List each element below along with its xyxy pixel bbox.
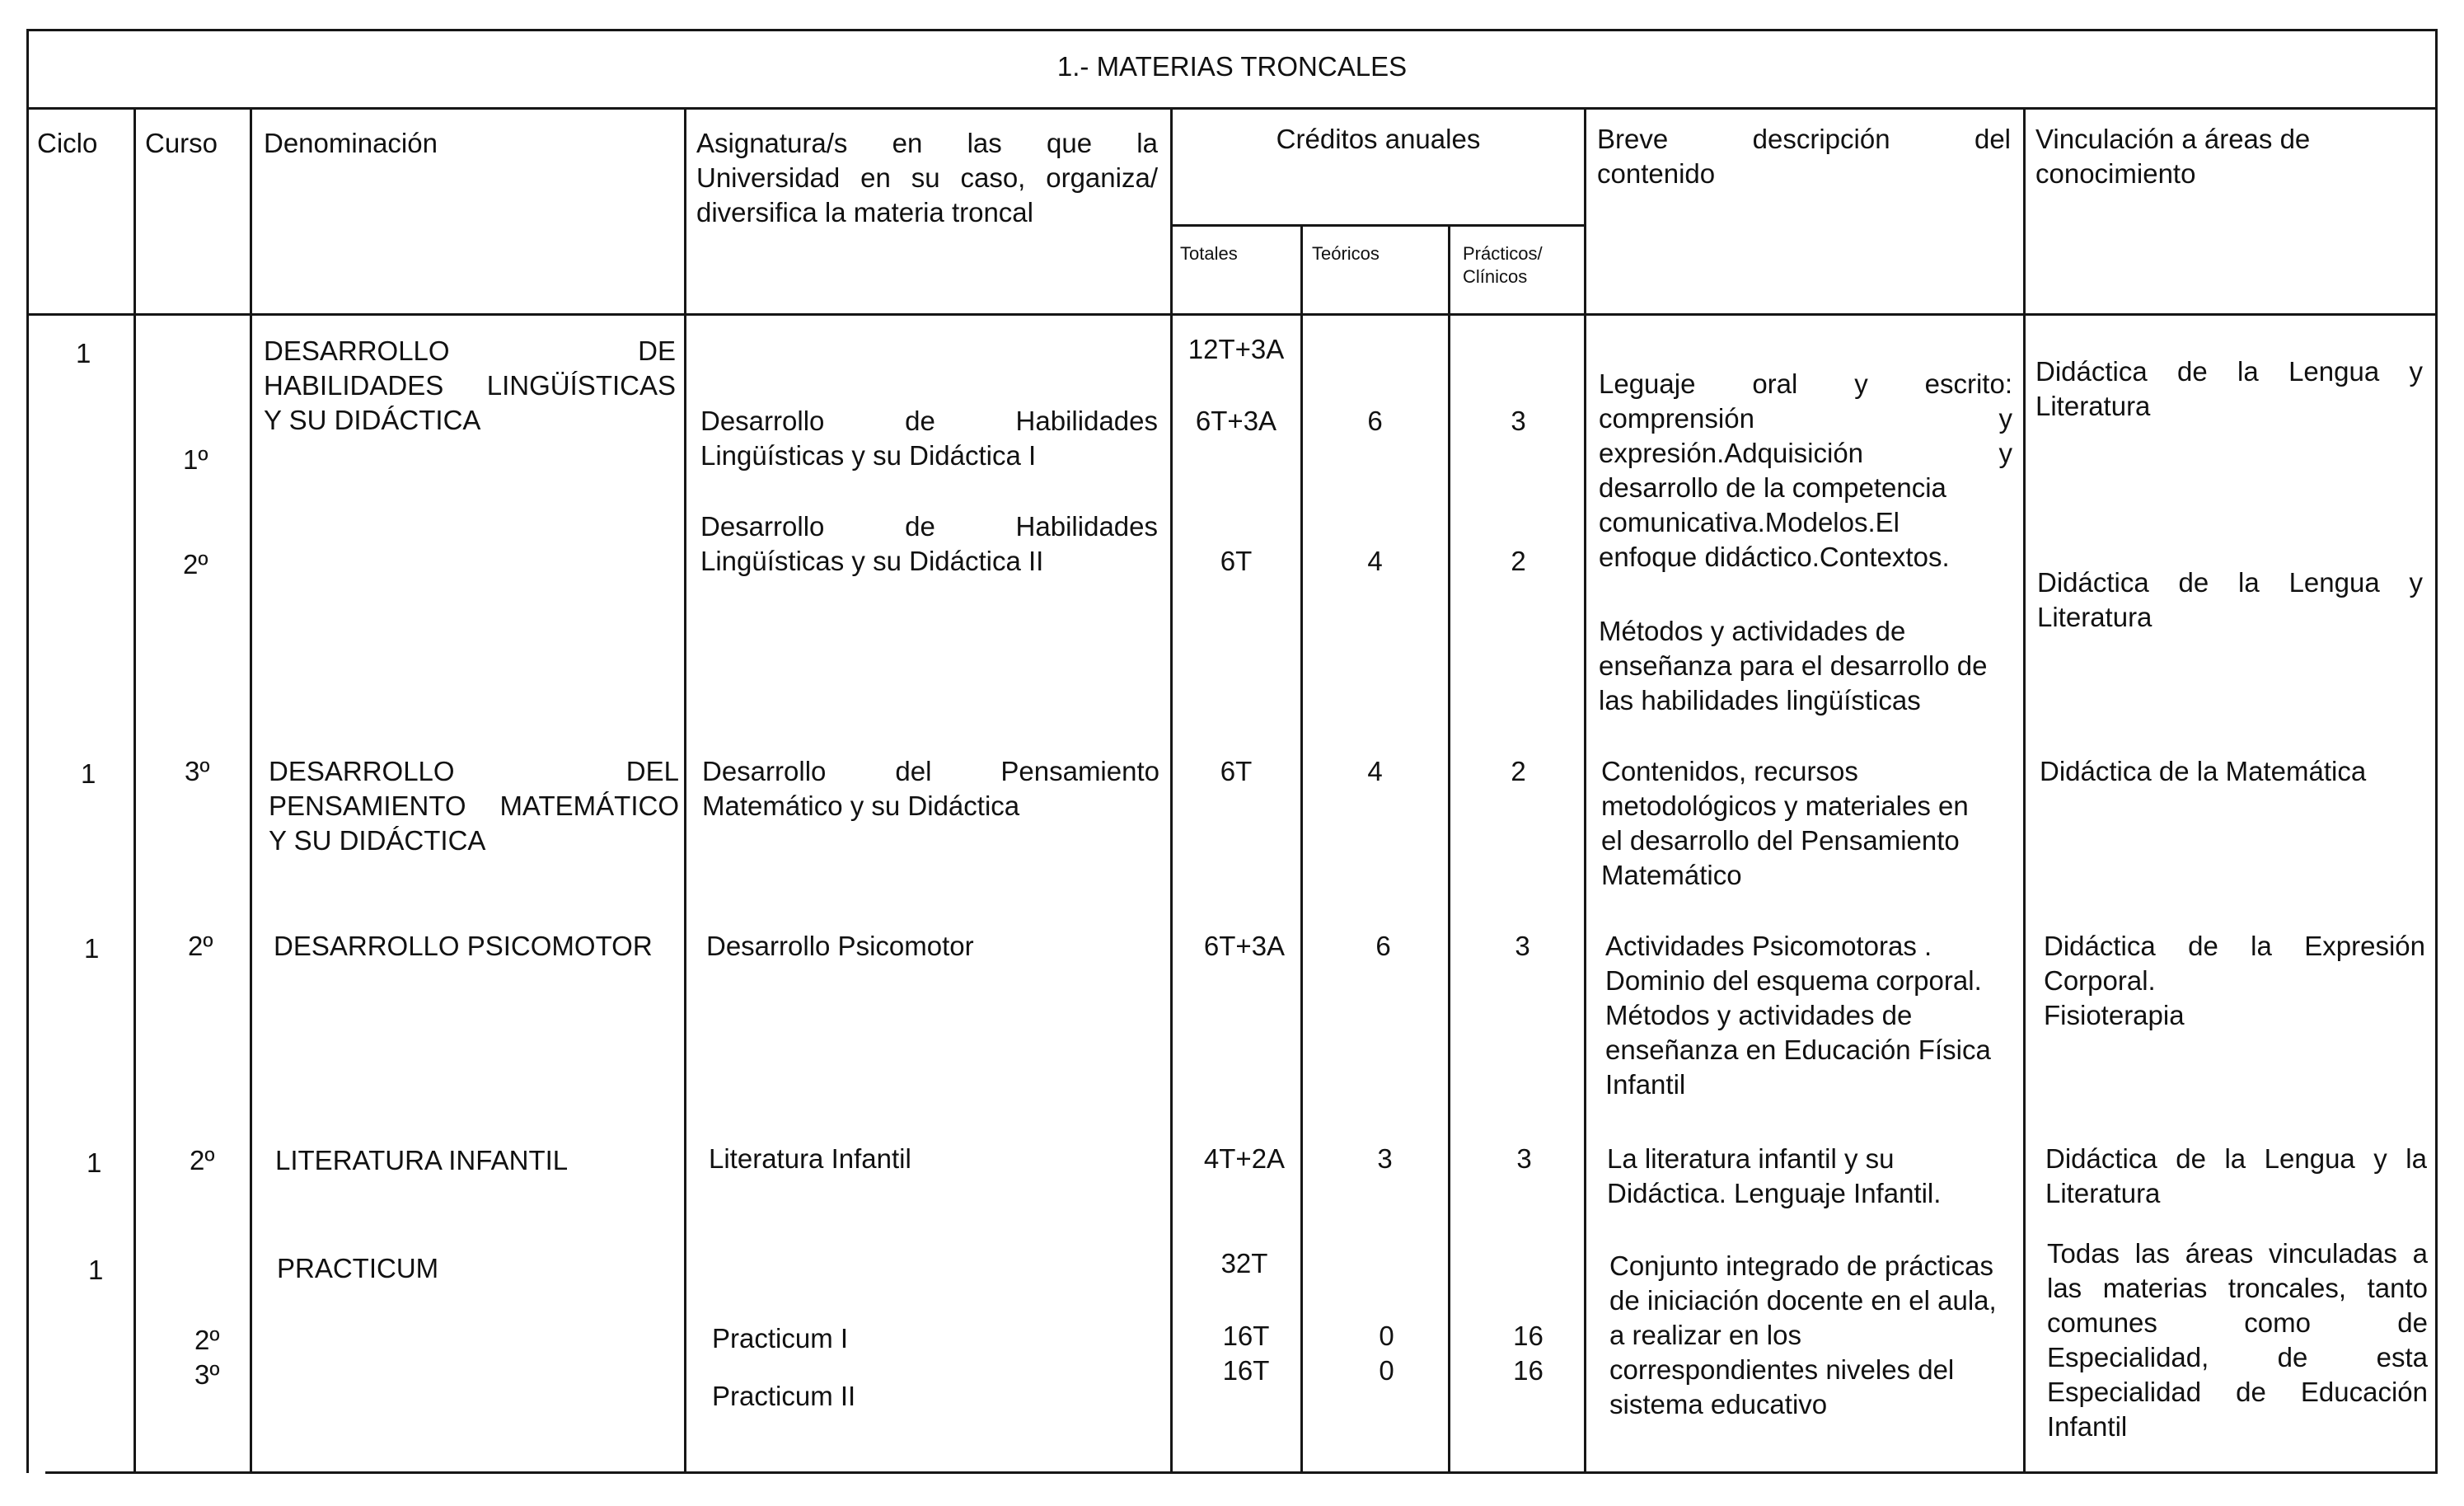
row3-descripcion-line: enseñanza en Educación Física xyxy=(1605,1034,1991,1065)
row1-descripcion-line: las habilidades lingüísticas xyxy=(1599,685,1921,715)
row3-asignatura: Desarrollo Psicomotor xyxy=(706,931,974,961)
row5-vinculacion xyxy=(2047,1236,2428,1444)
header-vinculacion-line: Vinculación a áreas de xyxy=(2035,124,2311,154)
row1-descripcion-line: expresión.Adquisición y xyxy=(1599,438,2012,468)
row1-descripcion-line: comunicativa.Modelos.El xyxy=(1599,507,1900,537)
row1a-practicos: 3 xyxy=(1511,406,1526,436)
rule-creditos-descripcion xyxy=(1584,107,1586,1473)
row5a-practicos: 16 xyxy=(1513,1321,1544,1351)
row2-asignatura-line: Matemático y su Didáctica xyxy=(702,791,1020,821)
header-descripcion xyxy=(1597,122,2011,191)
rule-descripcion-vinculacion xyxy=(2023,107,2026,1473)
rule-left xyxy=(26,29,29,1473)
row5-descripcion-line: de iniciación docente en el aula, xyxy=(1609,1285,1997,1316)
header-asignatura-line: Universidad en su caso, organiza/ xyxy=(696,162,1158,193)
row3-descripcion-line: Actividades Psicomotoras . xyxy=(1605,931,1932,961)
row2-descripcion-line: metodológicos y materiales en xyxy=(1601,791,1969,821)
header-vinculacion-line: conocimiento xyxy=(2035,158,2196,189)
header-asignatura-line: diversifica la materia troncal xyxy=(696,197,1033,228)
row2-teoricos: 4 xyxy=(1367,756,1383,786)
row5-vinculacion-line: Especialidad, de esta xyxy=(2047,1342,2428,1372)
row5-descripcion-line: a realizar en los xyxy=(1609,1320,1801,1350)
row1b-practicos: 2 xyxy=(1511,546,1526,576)
header-denominacion: Denominación xyxy=(264,128,438,158)
row4-ciclo: 1 xyxy=(87,1147,102,1178)
row3-totales: 6T+3A xyxy=(1203,931,1286,961)
rule-denominacion-asignatura xyxy=(684,107,686,1473)
row5b-curso: 3º xyxy=(194,1359,220,1390)
row3-denominacion: DESARROLLO PSICOMOTOR xyxy=(274,931,653,961)
row5-ciclo: 1 xyxy=(88,1255,104,1285)
header-practicos xyxy=(1463,242,1543,289)
row1b-asignatura xyxy=(700,509,1158,579)
header-totales: Totales xyxy=(1180,243,1238,264)
row5-vinculacion-line: Todas las áreas vinculadas a xyxy=(2047,1238,2428,1269)
row1-descripcion xyxy=(1599,367,2012,575)
row5b-totales: 16T xyxy=(1222,1355,1270,1386)
row4-descripcion xyxy=(1607,1142,1941,1211)
row4-practicos: 3 xyxy=(1516,1143,1532,1174)
row4-vinculacion xyxy=(2045,1142,2427,1211)
row1-descripcion-line: enseñanza para el desarrollo de xyxy=(1599,650,1988,681)
row3-vinculacion-line: Fisioterapia xyxy=(2044,1000,2185,1030)
row3-vinculacion-line: Didáctica de la Expresión xyxy=(2044,931,2425,961)
row5-vinculacion-line: comunes como de xyxy=(2047,1307,2428,1338)
row2-totales: 6T xyxy=(1220,756,1253,786)
row2-denominacion-line: Y SU DIDÁCTICA xyxy=(269,825,486,856)
row1b-teoricos: 4 xyxy=(1367,546,1383,576)
row1b-vinculacion xyxy=(2037,565,2423,635)
row4-totales: 4T+2A xyxy=(1203,1143,1286,1174)
row2-descripcion xyxy=(1601,754,1969,893)
rule-right xyxy=(2435,29,2438,1473)
header-asignatura-line: Asignatura/s en las que la xyxy=(696,128,1158,158)
row1-descripcion-line: Métodos y actividades de xyxy=(1599,616,1906,646)
row1a-teoricos: 6 xyxy=(1367,406,1383,436)
row1a-totales: 6T+3A xyxy=(1195,406,1277,436)
row1-denominacion-line: HABILIDADES LINGÜÍSTICAS xyxy=(264,370,676,401)
row5b-teoricos: 0 xyxy=(1379,1355,1394,1386)
row5a-teoricos: 0 xyxy=(1379,1321,1394,1351)
row3-ciclo: 1 xyxy=(84,933,100,964)
row2-asignatura xyxy=(702,754,1159,823)
row4-asignatura: Literatura Infantil xyxy=(709,1143,911,1174)
row5-denominacion: PRACTICUM xyxy=(277,1253,439,1283)
row1-denominacion xyxy=(264,334,676,438)
table-title: 1.- MATERIAS TRONCALES xyxy=(1056,51,1408,82)
row5a-curso: 2º xyxy=(194,1325,220,1355)
rule-ciclo-curso xyxy=(134,107,136,1473)
header-ciclo: Ciclo xyxy=(37,128,98,158)
row2-asignatura-line: Desarrollo del Pensamiento xyxy=(702,756,1159,786)
row1b-asignatura-line: Desarrollo de Habilidades xyxy=(700,511,1158,542)
row5-totales: 32T xyxy=(1220,1248,1268,1278)
rule-header-bottom xyxy=(26,313,2438,316)
row2-ciclo: 1 xyxy=(81,758,96,789)
row1a-vinculacion-line: Didáctica de la Lengua y xyxy=(2035,356,2423,387)
row1-descripcion-line: enfoque didáctico.Contextos. xyxy=(1599,542,1950,572)
row1-descripcion-line: desarrollo de la competencia xyxy=(1599,472,1946,503)
row1-descripcion-line: comprensión y xyxy=(1599,403,2012,434)
row1a-vinculacion-line: Literatura xyxy=(2035,391,2151,421)
header-practicos-line: Prácticos/ xyxy=(1463,243,1543,264)
row5-descripcion-line: correspondientes niveles del xyxy=(1609,1354,1955,1385)
row1-denominacion-line: DESARROLLO DE xyxy=(264,335,676,366)
row3-descripcion-line: Dominio del esquema corporal. xyxy=(1605,965,1982,996)
row1b-vinculacion-line: Didáctica de la Lengua y xyxy=(2037,567,2423,598)
row1b-vinculacion-line: Literatura xyxy=(2037,602,2152,632)
row2-practicos: 2 xyxy=(1511,756,1526,786)
row3-teoricos: 6 xyxy=(1375,931,1391,961)
rule-top xyxy=(26,29,2438,31)
rule-asignatura-creditos xyxy=(1170,107,1173,1473)
rule-bottom xyxy=(45,1471,2438,1474)
row4-vinculacion-line: Literatura xyxy=(2045,1178,2161,1208)
row2-denominacion-line: PENSAMIENTO MATEMÁTICO xyxy=(269,791,679,821)
row5-vinculacion-line: las materias troncales, tanto xyxy=(2047,1273,2428,1303)
row1a-asignatura xyxy=(700,404,1158,473)
row2-denominacion xyxy=(269,754,679,858)
row2-denominacion-line: DESARROLLO DEL xyxy=(269,756,679,786)
row3-descripcion xyxy=(1605,929,1991,1102)
rule-creditos-sub xyxy=(1170,224,1586,227)
row5-vinculacion-line: Infantil xyxy=(2047,1411,2128,1442)
row5a-asignatura: Practicum I xyxy=(712,1323,849,1354)
row4-curso: 2º xyxy=(190,1145,215,1175)
row5b-practicos: 16 xyxy=(1513,1355,1544,1386)
row2-descripcion-line: Contenidos, recursos xyxy=(1601,756,1858,786)
row3-practicos: 3 xyxy=(1515,931,1530,961)
row2-vinculacion: Didáctica de la Matemática xyxy=(2040,756,2367,786)
row3-descripcion-line: Infantil xyxy=(1605,1069,1686,1100)
row4-denominacion: LITERATURA INFANTIL xyxy=(275,1145,569,1175)
row4-teoricos: 3 xyxy=(1377,1143,1393,1174)
row5b-asignatura: Practicum II xyxy=(712,1381,856,1411)
header-curso: Curso xyxy=(145,128,218,158)
header-practicos-line: Clínicos xyxy=(1463,266,1528,287)
row1-denominacion-line: Y SU DIDÁCTICA xyxy=(264,405,481,435)
row1-descripcion-metodos xyxy=(1599,614,2012,718)
header-creditos: Créditos anuales xyxy=(1276,124,1481,154)
row3-descripcion-line: Métodos y actividades de xyxy=(1605,1000,1913,1030)
header-descripcion-line: Breve descripción del xyxy=(1597,124,2011,154)
row1b-curso: 2º xyxy=(183,549,208,579)
row1a-vinculacion xyxy=(2035,354,2423,424)
row1b-totales: 6T xyxy=(1220,546,1253,576)
row1-ciclo: 1 xyxy=(76,338,91,368)
row1b-asignatura-line: Lingüísticas y su Didáctica II xyxy=(700,546,1044,576)
row4-descripcion-line: La literatura infantil y su xyxy=(1607,1143,1895,1174)
row2-curso: 3º xyxy=(185,756,210,786)
row2-descripcion-line: el desarrollo del Pensamiento xyxy=(1601,825,1960,856)
row1a-curso: 1º xyxy=(183,444,208,475)
header-teoricos: Teóricos xyxy=(1312,243,1380,264)
rule-title-bottom xyxy=(26,107,2438,110)
row3-vinculacion xyxy=(2044,929,2425,1033)
header-asignatura xyxy=(696,126,1158,230)
row5-descripcion-line: sistema educativo xyxy=(1609,1389,1828,1419)
header-descripcion-line: contenido xyxy=(1597,158,1716,189)
row3-curso: 2º xyxy=(188,931,213,961)
row4-descripcion-line: Didáctica. Lenguaje Infantil. xyxy=(1607,1178,1942,1208)
row4-vinculacion-line: Didáctica de la Lengua y la xyxy=(2045,1143,2427,1174)
row1a-asignatura-line: Lingüísticas y su Didáctica I xyxy=(700,440,1037,471)
row5-vinculacion-line: Especialidad de Educación xyxy=(2047,1377,2428,1407)
row3-vinculacion-line: Corporal. xyxy=(2044,965,2156,996)
row1-descripcion-line: Leguaje oral y escrito: xyxy=(1599,368,2012,399)
row1-totales: 12T+3A xyxy=(1187,334,1285,364)
row1a-asignatura-line: Desarrollo de Habilidades xyxy=(700,406,1158,436)
row5-descripcion-line: Conjunto integrado de prácticas xyxy=(1609,1250,1993,1281)
rule-curso-denominacion xyxy=(250,107,252,1473)
row5-descripcion xyxy=(1609,1249,1997,1422)
row5a-totales: 16T xyxy=(1222,1321,1270,1351)
header-vinculacion xyxy=(2035,122,2310,191)
row2-descripcion-line: Matemático xyxy=(1601,860,1742,890)
